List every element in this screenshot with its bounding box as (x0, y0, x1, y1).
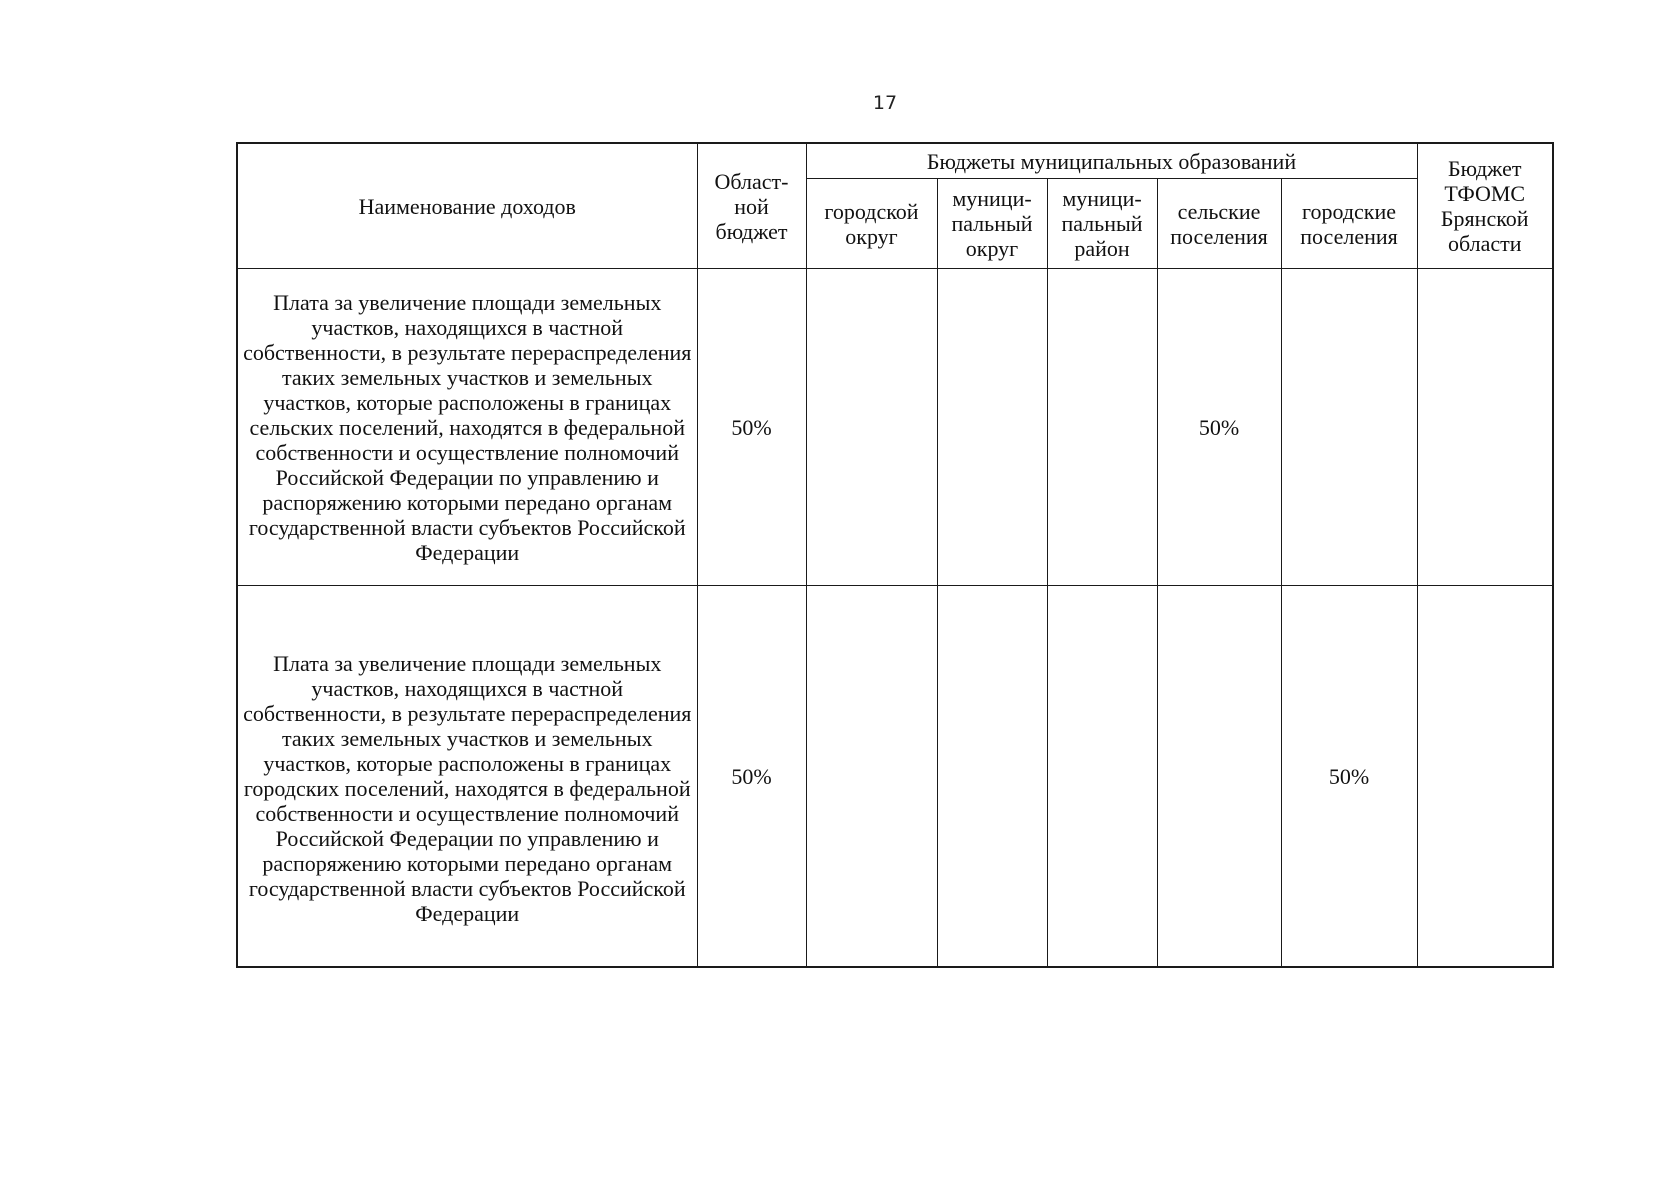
header-municipal-okrug-label: муници- пальный округ (951, 186, 1033, 262)
income-description: Плата за увеличение площади земельных участков, находящихся в частной собственности, в результате перераспределения таких земельных участков и земельных участков, которые расположены в границах городских поселений, находятся в федеральной собственности и осуществление полномочий Российской Федерации по управлению и распоряжению которыми передано органам государственной власти субъектов Российской Федерации (237, 586, 697, 968)
city-district-share (806, 269, 937, 586)
header-tfoms-budget-label: Бюджет ТФОМС Брянской области (1440, 156, 1529, 256)
income-distribution-table (236, 142, 1554, 968)
table-row (237, 586, 1553, 968)
header-income-name: Наименование доходов (237, 143, 697, 269)
municipal-okrug-share (937, 586, 1047, 968)
header-rural-settlements-label: сельские поселения (1170, 198, 1268, 249)
header-regional-budget (697, 143, 806, 269)
regional-budget-share: 50% (697, 269, 806, 586)
header-municipal-budgets: Бюджеты муниципальных образований (806, 143, 1417, 179)
header-city-district-label: городской округ (824, 198, 919, 249)
header-tfoms-budget (1417, 143, 1553, 269)
rural-settlements-share (1157, 586, 1281, 968)
municipal-rayon-share (1047, 269, 1157, 586)
city-district-share (806, 586, 937, 968)
municipal-okrug-share (937, 269, 1047, 586)
header-city-district (806, 179, 937, 269)
header-regional-budget-label: Област- ной бюджет (714, 168, 789, 244)
income-description: Плата за увеличение площади земельных участков, находящихся в частной собственности, в результате перераспределения таких земельных участков и земельных участков, которые расположены в границах сельских поселений, находятся в федеральной собственности и осуществление полномочий Российской Федерации по управлению и распоряжению которыми передано органам государственной власти субъектов Российской Федерации (237, 269, 697, 586)
header-municipal-okrug (937, 179, 1047, 269)
header-municipal-rayon-label: муници- пальный район (1061, 186, 1143, 262)
header-urban-settlements-label: городские поселения (1300, 198, 1398, 249)
page-number: 17 (872, 92, 898, 114)
municipal-rayon-share (1047, 586, 1157, 968)
table-row (237, 269, 1553, 586)
urban-settlements-share (1281, 269, 1417, 586)
header-rural-settlements (1157, 179, 1281, 269)
rural-settlements-share: 50% (1157, 269, 1281, 586)
tfoms-budget-share (1417, 586, 1553, 968)
urban-settlements-share: 50% (1281, 586, 1417, 968)
tfoms-budget-share (1417, 269, 1553, 586)
header-municipal-rayon (1047, 179, 1157, 269)
regional-budget-share: 50% (697, 586, 806, 968)
header-urban-settlements (1281, 179, 1417, 269)
